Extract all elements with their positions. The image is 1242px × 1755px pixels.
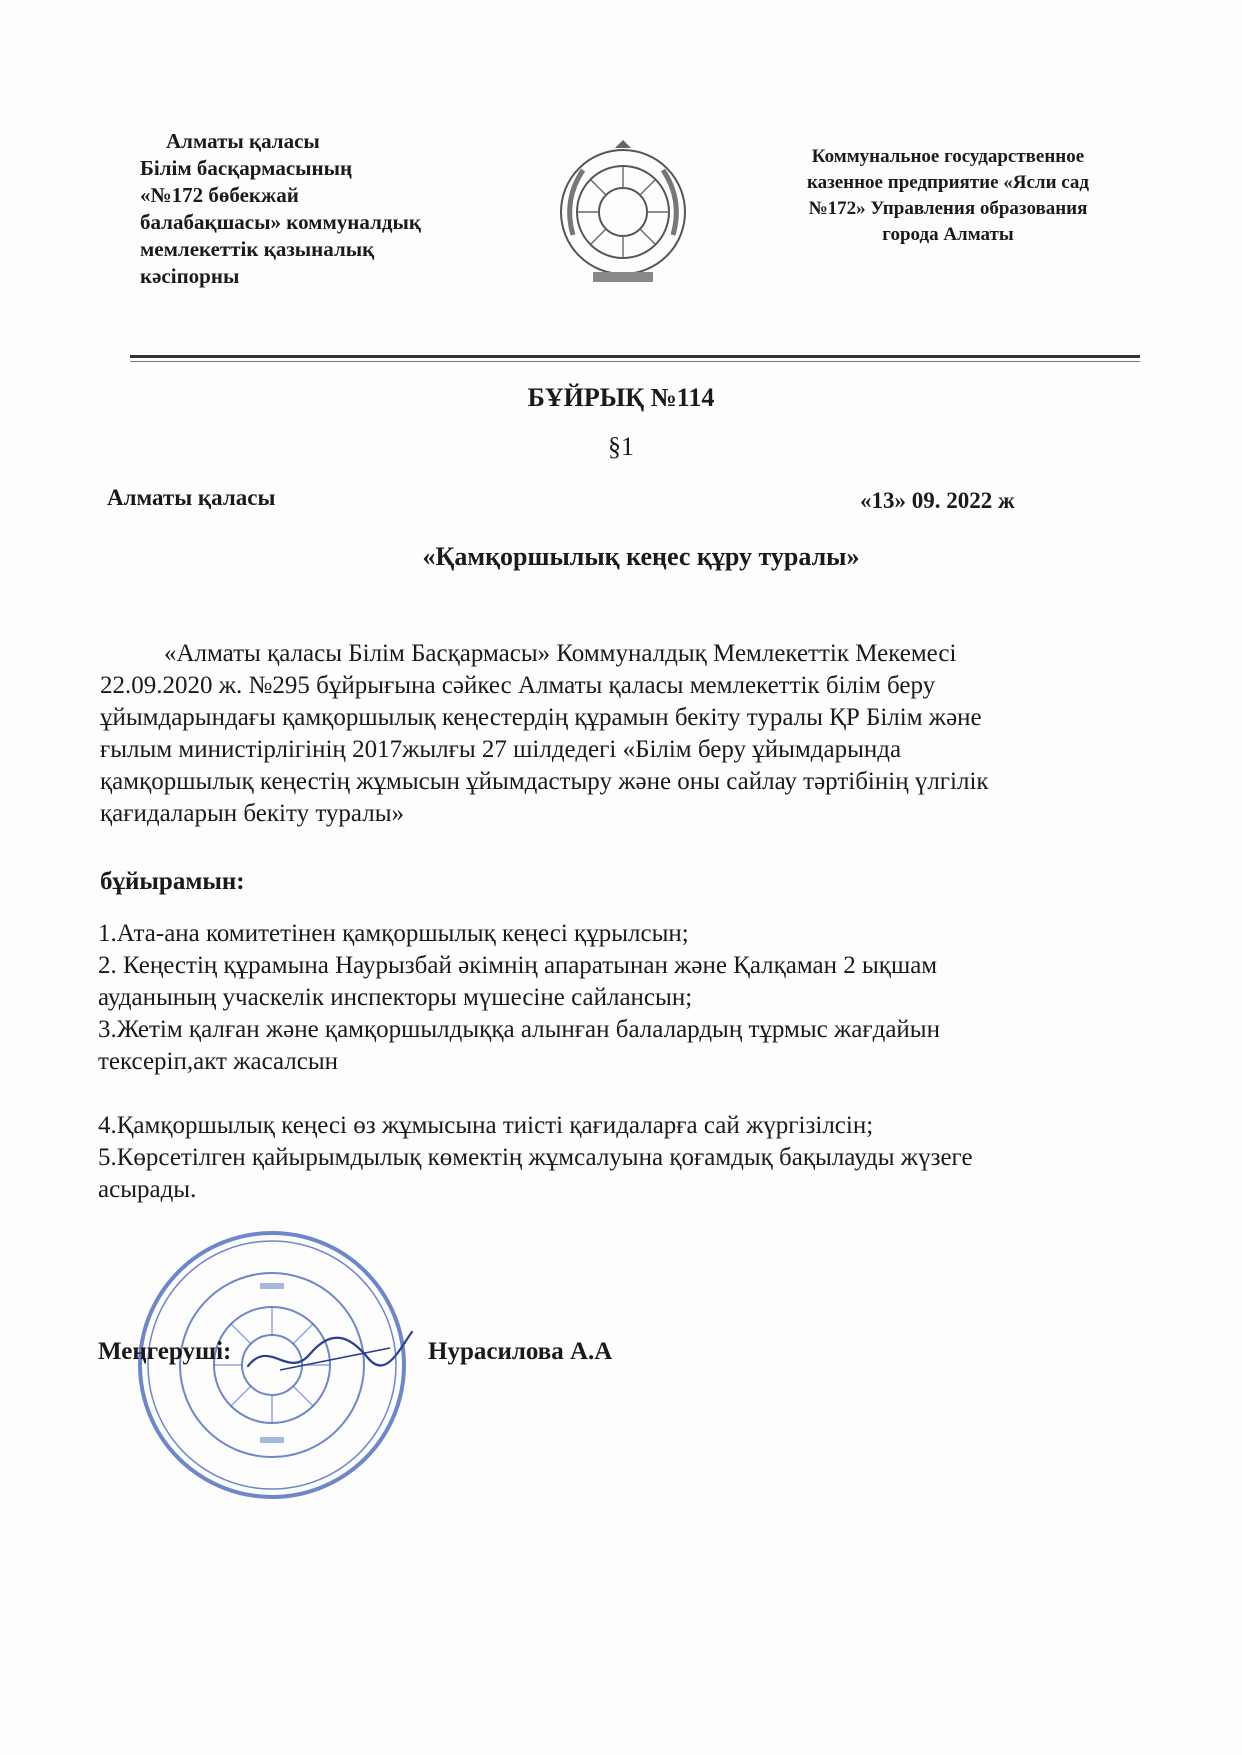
header-left-kazakh xyxy=(140,128,500,290)
header-right-line: №172» Управления образования xyxy=(808,198,1088,219)
order-city: Алматы қаласы xyxy=(107,485,276,510)
header-left-line: балабақшасы» коммуналдық xyxy=(140,210,421,234)
header-left-line: кәсіпорны xyxy=(140,264,240,288)
handwritten-signature-icon xyxy=(240,1318,420,1388)
preamble-paragraph xyxy=(100,638,1140,830)
preamble-line: 22.09.2020 ж. №295 бұйрығына сәйкес Алматы қаласы мемлекеттік білім беру xyxy=(100,672,936,699)
order-item-line: 2. Кеңестің құрамына Наурызбай әкімнің апаратынан және Қалқаман 2 ықшам xyxy=(98,952,938,979)
state-emblem-icon xyxy=(553,140,693,290)
preamble-line: ұйымдарындағы қамқоршылық кеңестердің құрамын бекіту туралы ҚР Білім және xyxy=(100,704,982,731)
order-item-line: 3.Жетім қалған және қамқоршылдыққа алынған балалардың тұрмыс жағдайын xyxy=(98,1016,940,1043)
order-items-group-1 xyxy=(98,918,1138,1078)
order-title: БҰЙРЫҚ №114 xyxy=(527,383,715,412)
order-item-line: 1.Ата-ана комитетінен қамқоршылық кеңесі құрылсын; xyxy=(98,920,689,947)
signature-name: Нурасилова А.А xyxy=(428,1338,613,1365)
header-right-line: казенное предприятие «Ясли сад xyxy=(806,172,1090,193)
signature-role: Меңгеруші: xyxy=(98,1338,232,1365)
preamble-line: қамқоршылық кеңестің жұмысын ұйымдастыру және оны сайлау тәртібінің үлгілік xyxy=(100,768,989,795)
header-left-line: мемлекеттік қазыналық xyxy=(140,237,375,261)
header-right-line: Коммунальное государственное xyxy=(811,146,1085,167)
order-item-line: ауданының учаскелік инспекторы мүшесіне сайлансын; xyxy=(98,984,693,1011)
order-item-line: 5.Көрсетілген қайырымдылық көмектің жұмсалуына қоғамдық бақылауды жүзеге xyxy=(98,1144,973,1171)
preamble-line: қағидаларын бекіту туралы» xyxy=(100,800,405,827)
order-items-group-2 xyxy=(98,1110,1138,1206)
order-subject: «Қамқоршылық кеңес құру туралы» xyxy=(422,542,860,571)
header-left-line: Білім басқармасының xyxy=(140,156,353,180)
header-left-line: «№172 бөбекжай xyxy=(140,183,299,207)
header-right-line: города Алматы xyxy=(882,224,1014,245)
header-divider-thin xyxy=(130,361,1140,362)
header-left-line: Алматы қаласы xyxy=(166,129,320,153)
preamble-line: ғылым министірлігінің 2017жылғы 27 шілдедегі «Білім беру ұйымдарында xyxy=(100,736,902,763)
header-divider xyxy=(130,355,1140,358)
order-section: §1 xyxy=(608,432,634,461)
header-right-russian xyxy=(768,144,1128,248)
order-item-line: тексеріп,акт жасалсын xyxy=(98,1048,339,1075)
order-item-line: асырады. xyxy=(98,1176,197,1203)
preamble-line: «Алматы қаласы Білім Басқармасы» Коммуналдық Мемлекеттік Мекемесі xyxy=(164,640,957,667)
order-date: «13» 09. 2022 ж xyxy=(860,488,1015,513)
decree-word: бұйырамын: xyxy=(100,868,245,895)
order-item-line: 4.Қамқоршылық кеңесі өз жұмысына тиісті қағидаларға сай жүргізілсін; xyxy=(98,1112,874,1139)
